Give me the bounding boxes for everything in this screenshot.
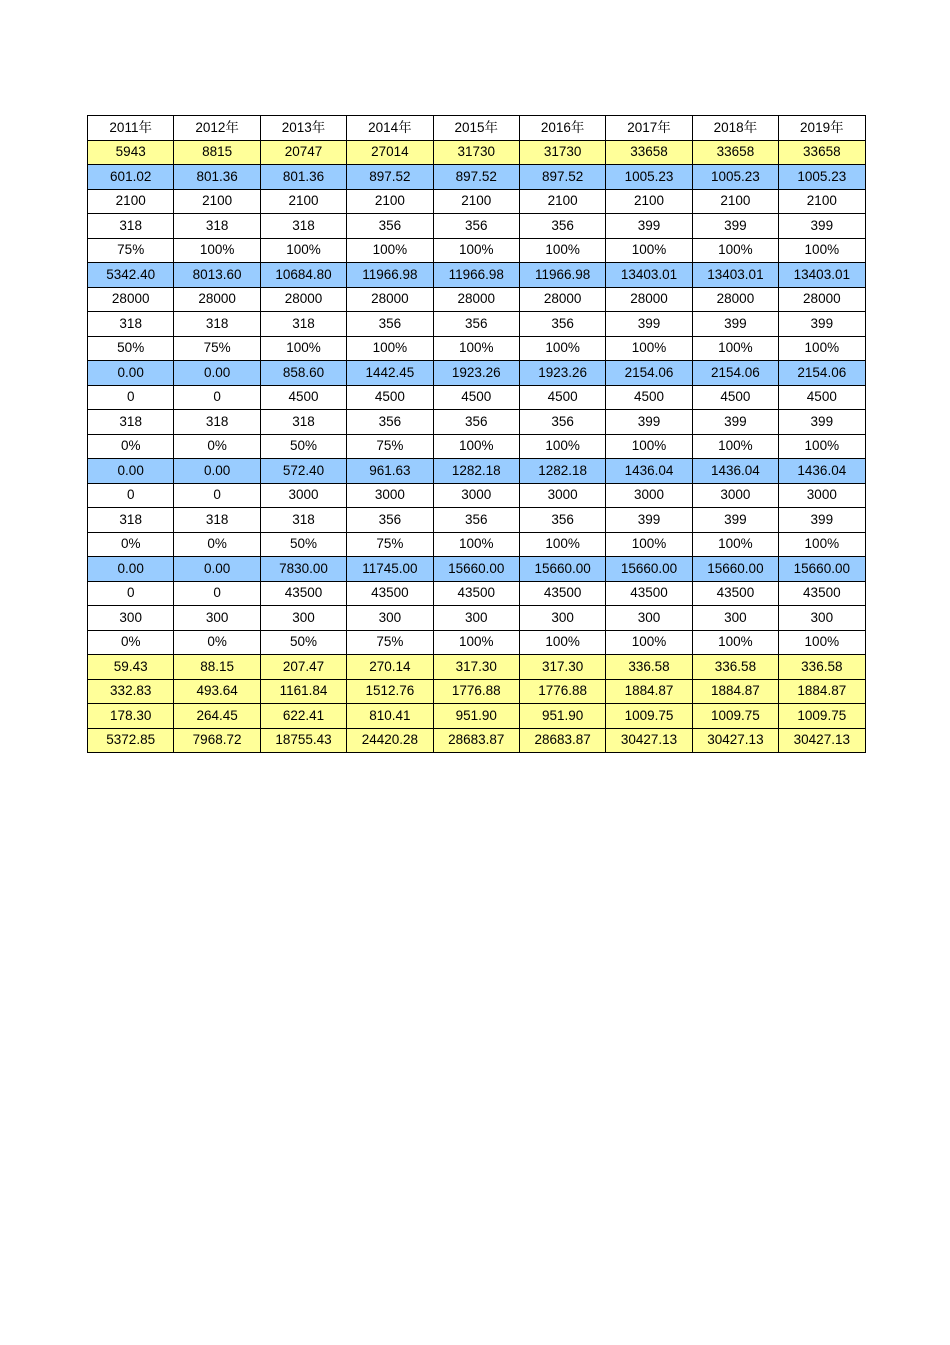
table-cell[interactable]: 2100: [692, 189, 778, 214]
table-cell[interactable]: 318: [174, 410, 260, 435]
table-cell[interactable]: 1161.84: [260, 679, 346, 704]
table-cell[interactable]: 399: [692, 410, 778, 435]
table-cell[interactable]: 0.00: [88, 557, 174, 582]
table-cell[interactable]: 356: [347, 410, 433, 435]
table-cell[interactable]: 1436.04: [606, 459, 692, 484]
table-row: [88, 361, 866, 386]
table-cell[interactable]: 4500: [433, 385, 519, 410]
table-cell[interactable]: 28000: [260, 287, 346, 312]
table-cell[interactable]: 399: [692, 508, 778, 533]
table-cell[interactable]: 2100: [174, 189, 260, 214]
table-cell[interactable]: 1282.18: [519, 459, 605, 484]
table-cell[interactable]: 0.00: [174, 361, 260, 386]
table-cell[interactable]: 2100: [606, 189, 692, 214]
table-cell[interactable]: 5372.85: [88, 728, 174, 753]
table-cell[interactable]: 100%: [347, 336, 433, 361]
table-row: [88, 704, 866, 729]
table-cell[interactable]: 318: [88, 312, 174, 337]
table-cell[interactable]: 0.00: [88, 361, 174, 386]
table-cell[interactable]: 318: [88, 508, 174, 533]
table-cell[interactable]: 13403.01: [692, 263, 778, 288]
table-cell[interactable]: 317.30: [519, 655, 605, 680]
table-cell[interactable]: 43500: [692, 581, 778, 606]
table-cell[interactable]: 0: [174, 385, 260, 410]
table-cell[interactable]: 399: [779, 410, 865, 435]
table-cell[interactable]: 30427.13: [779, 728, 865, 753]
table-cell[interactable]: 1005.23: [779, 165, 865, 190]
table-cell[interactable]: 50%: [260, 532, 346, 557]
table-cell[interactable]: 356: [433, 312, 519, 337]
table-cell[interactable]: 28683.87: [519, 728, 605, 753]
table-row: [88, 434, 866, 459]
table-cell[interactable]: 88.15: [174, 655, 260, 680]
table-cell[interactable]: 8013.60: [174, 263, 260, 288]
table-cell[interactable]: 0.00: [88, 459, 174, 484]
table-cell[interactable]: 28000: [174, 287, 260, 312]
table-cell[interactable]: 399: [606, 508, 692, 533]
table-cell[interactable]: 0: [88, 385, 174, 410]
table-cell[interactable]: 100%: [692, 532, 778, 557]
table-cell[interactable]: 100%: [606, 434, 692, 459]
table-cell[interactable]: 75%: [174, 336, 260, 361]
table-cell[interactable]: 300: [779, 606, 865, 631]
table-cell[interactable]: 18755.43: [260, 728, 346, 753]
table-cell[interactable]: 3000: [692, 483, 778, 508]
year-header-cell[interactable]: 2013年: [260, 116, 346, 141]
table-cell[interactable]: 43500: [433, 581, 519, 606]
table-cell[interactable]: 1005.23: [606, 165, 692, 190]
table-cell[interactable]: 5342.40: [88, 263, 174, 288]
table-cell[interactable]: 356: [433, 410, 519, 435]
table-cell[interactable]: 100%: [692, 630, 778, 655]
table-cell[interactable]: 336.58: [606, 655, 692, 680]
table-row: [88, 557, 866, 582]
table-cell[interactable]: 1923.26: [519, 361, 605, 386]
table-cell[interactable]: 356: [347, 214, 433, 239]
table-cell[interactable]: 1436.04: [692, 459, 778, 484]
table-cell[interactable]: 961.63: [347, 459, 433, 484]
table-cell[interactable]: 1436.04: [779, 459, 865, 484]
table-cell[interactable]: 43500: [347, 581, 433, 606]
table-cell[interactable]: 1005.23: [692, 165, 778, 190]
table-cell[interactable]: 0%: [88, 434, 174, 459]
table-cell[interactable]: 31730: [433, 140, 519, 165]
table-cell[interactable]: 399: [606, 410, 692, 435]
table-cell[interactable]: 100%: [519, 238, 605, 263]
table-cell[interactable]: 1282.18: [433, 459, 519, 484]
table-cell[interactable]: 100%: [692, 238, 778, 263]
table-cell[interactable]: 1884.87: [779, 679, 865, 704]
table-cell[interactable]: 4500: [606, 385, 692, 410]
table-cell[interactable]: 0: [88, 581, 174, 606]
table-row: [88, 189, 866, 214]
table-row: [88, 483, 866, 508]
table-cell[interactable]: 100%: [260, 238, 346, 263]
table-cell[interactable]: 50%: [88, 336, 174, 361]
table-cell[interactable]: 3000: [347, 483, 433, 508]
table-cell[interactable]: 33658: [692, 140, 778, 165]
table-cell[interactable]: 300: [260, 606, 346, 631]
table-row: [88, 214, 866, 239]
table-row: [88, 116, 866, 141]
table-cell[interactable]: 356: [347, 312, 433, 337]
table-cell[interactable]: 28000: [779, 287, 865, 312]
table-cell[interactable]: 4500: [692, 385, 778, 410]
table-cell[interactable]: 1442.45: [347, 361, 433, 386]
table-cell[interactable]: 0%: [174, 630, 260, 655]
table-cell[interactable]: 100%: [519, 532, 605, 557]
table-cell[interactable]: 100%: [779, 434, 865, 459]
table-cell[interactable]: 399: [779, 214, 865, 239]
table-cell[interactable]: 2100: [347, 189, 433, 214]
table-cell[interactable]: 2100: [433, 189, 519, 214]
table-cell[interactable]: 100%: [433, 434, 519, 459]
year-header-cell[interactable]: 2016年: [519, 116, 605, 141]
table-cell[interactable]: 20747: [260, 140, 346, 165]
table-cell[interactable]: 3000: [779, 483, 865, 508]
table-cell[interactable]: 100%: [433, 336, 519, 361]
table-row: [88, 140, 866, 165]
table-cell[interactable]: 75%: [347, 532, 433, 557]
table-cell[interactable]: 11745.00: [347, 557, 433, 582]
table-cell[interactable]: 28000: [519, 287, 605, 312]
table-cell[interactable]: 43500: [779, 581, 865, 606]
table-cell[interactable]: 399: [779, 508, 865, 533]
table-cell[interactable]: 2154.06: [692, 361, 778, 386]
table-cell[interactable]: 100%: [433, 532, 519, 557]
table-cell[interactable]: 178.30: [88, 704, 174, 729]
table-cell[interactable]: 3000: [519, 483, 605, 508]
table-cell[interactable]: 28000: [692, 287, 778, 312]
table-cell[interactable]: 300: [433, 606, 519, 631]
table-cell[interactable]: 100%: [779, 336, 865, 361]
table-cell[interactable]: 318: [88, 214, 174, 239]
table-cell[interactable]: 1776.88: [433, 679, 519, 704]
table-cell[interactable]: 33658: [779, 140, 865, 165]
table-cell[interactable]: 399: [606, 312, 692, 337]
table-cell[interactable]: 11966.98: [519, 263, 605, 288]
table-cell[interactable]: 13403.01: [779, 263, 865, 288]
table-cell[interactable]: 1776.88: [519, 679, 605, 704]
table-cell[interactable]: 30427.13: [606, 728, 692, 753]
table-cell[interactable]: 100%: [779, 532, 865, 557]
table-cell[interactable]: 264.45: [174, 704, 260, 729]
table-cell[interactable]: 622.41: [260, 704, 346, 729]
table-cell[interactable]: 332.83: [88, 679, 174, 704]
table-cell[interactable]: 5943: [88, 140, 174, 165]
table-cell[interactable]: 318: [260, 508, 346, 533]
table-cell[interactable]: 2100: [779, 189, 865, 214]
table-row: [88, 287, 866, 312]
table-cell[interactable]: 318: [260, 312, 346, 337]
table-cell[interactable]: 100%: [692, 434, 778, 459]
table-cell[interactable]: 399: [779, 312, 865, 337]
table-cell[interactable]: 4500: [260, 385, 346, 410]
table-cell[interactable]: 28683.87: [433, 728, 519, 753]
table-cell[interactable]: 11966.98: [347, 263, 433, 288]
table-cell[interactable]: 43500: [606, 581, 692, 606]
table-cell[interactable]: 27014: [347, 140, 433, 165]
table-cell[interactable]: 59.43: [88, 655, 174, 680]
table-cell[interactable]: 2100: [260, 189, 346, 214]
table-cell[interactable]: 100%: [779, 630, 865, 655]
table-cell[interactable]: 2100: [519, 189, 605, 214]
table-cell[interactable]: 1512.76: [347, 679, 433, 704]
table-cell[interactable]: 15660.00: [692, 557, 778, 582]
table-cell[interactable]: 15660.00: [779, 557, 865, 582]
table-row: [88, 655, 866, 680]
table-cell[interactable]: 43500: [519, 581, 605, 606]
table-cell[interactable]: 897.52: [433, 165, 519, 190]
table-cell[interactable]: 270.14: [347, 655, 433, 680]
table-cell[interactable]: 100%: [779, 238, 865, 263]
table-cell[interactable]: 100%: [606, 630, 692, 655]
table-cell[interactable]: 100%: [347, 238, 433, 263]
table-cell[interactable]: 318: [88, 410, 174, 435]
table-cell[interactable]: 356: [519, 312, 605, 337]
table-cell[interactable]: 100%: [606, 238, 692, 263]
table-cell[interactable]: 100%: [519, 336, 605, 361]
table-cell[interactable]: 897.52: [519, 165, 605, 190]
table-cell[interactable]: 8815: [174, 140, 260, 165]
table-cell[interactable]: 318: [174, 508, 260, 533]
table-cell[interactable]: 4500: [779, 385, 865, 410]
table-cell[interactable]: 356: [519, 410, 605, 435]
table-cell[interactable]: 7830.00: [260, 557, 346, 582]
table-cell[interactable]: 31730: [519, 140, 605, 165]
table-row: [88, 385, 866, 410]
table-row: [88, 165, 866, 190]
table-cell[interactable]: 0: [88, 483, 174, 508]
table-cell[interactable]: 100%: [433, 238, 519, 263]
table-cell[interactable]: 356: [347, 508, 433, 533]
table-row: [88, 410, 866, 435]
table-cell[interactable]: 33658: [606, 140, 692, 165]
table-body: [88, 116, 866, 753]
year-header-cell[interactable]: 2014年: [347, 116, 433, 141]
table-cell[interactable]: 2154.06: [606, 361, 692, 386]
table-cell[interactable]: 28000: [606, 287, 692, 312]
table-cell[interactable]: 43500: [260, 581, 346, 606]
table-cell[interactable]: 318: [174, 214, 260, 239]
table-cell[interactable]: 356: [519, 508, 605, 533]
table-cell[interactable]: 75%: [347, 434, 433, 459]
table-cell[interactable]: 356: [433, 214, 519, 239]
table-cell[interactable]: 13403.01: [606, 263, 692, 288]
table-cell[interactable]: 0: [174, 483, 260, 508]
table-cell[interactable]: 15660.00: [519, 557, 605, 582]
table-cell[interactable]: 75%: [88, 238, 174, 263]
table-cell[interactable]: 317.30: [433, 655, 519, 680]
table-cell[interactable]: 15660.00: [606, 557, 692, 582]
table-cell[interactable]: 50%: [260, 434, 346, 459]
table-cell[interactable]: 810.41: [347, 704, 433, 729]
table-row: [88, 508, 866, 533]
table-cell[interactable]: 28000: [433, 287, 519, 312]
table-row: [88, 679, 866, 704]
table-cell[interactable]: 0.00: [174, 459, 260, 484]
table-cell[interactable]: 356: [519, 214, 605, 239]
year-header-cell[interactable]: 2011年: [88, 116, 174, 141]
table-row: [88, 459, 866, 484]
table-cell[interactable]: 4500: [347, 385, 433, 410]
table-cell[interactable]: 100%: [433, 630, 519, 655]
table-cell[interactable]: 801.36: [260, 165, 346, 190]
table-cell[interactable]: 0%: [174, 434, 260, 459]
table-cell[interactable]: 0%: [88, 630, 174, 655]
table-cell[interactable]: 100%: [692, 336, 778, 361]
table-row: [88, 312, 866, 337]
table-cell[interactable]: 1884.87: [692, 679, 778, 704]
table-row: [88, 532, 866, 557]
table-cell[interactable]: 399: [692, 312, 778, 337]
data-table: [87, 115, 866, 753]
table-cell[interactable]: 207.47: [260, 655, 346, 680]
table-cell[interactable]: 300: [88, 606, 174, 631]
table-cell[interactable]: 318: [260, 214, 346, 239]
table-cell[interactable]: 1009.75: [606, 704, 692, 729]
table-cell[interactable]: 50%: [260, 630, 346, 655]
table-cell[interactable]: 0: [174, 581, 260, 606]
table-row: [88, 606, 866, 631]
table-cell[interactable]: 100%: [519, 434, 605, 459]
table-cell[interactable]: 2154.06: [779, 361, 865, 386]
table-cell[interactable]: 0%: [88, 532, 174, 557]
table-row: [88, 630, 866, 655]
table-cell[interactable]: 399: [606, 214, 692, 239]
table-cell[interactable]: 493.64: [174, 679, 260, 704]
table-cell[interactable]: 801.36: [174, 165, 260, 190]
table-cell[interactable]: 0%: [174, 532, 260, 557]
table-cell[interactable]: 1884.87: [606, 679, 692, 704]
table-row: [88, 581, 866, 606]
table-cell[interactable]: 100%: [606, 336, 692, 361]
table-cell[interactable]: 318: [174, 312, 260, 337]
table-cell[interactable]: 28000: [88, 287, 174, 312]
table-cell[interactable]: 601.02: [88, 165, 174, 190]
table-cell[interactable]: 28000: [347, 287, 433, 312]
table-cell[interactable]: 1009.75: [779, 704, 865, 729]
table-cell[interactable]: 7968.72: [174, 728, 260, 753]
table-cell[interactable]: 951.90: [519, 704, 605, 729]
table-cell[interactable]: 100%: [174, 238, 260, 263]
table-cell[interactable]: 100%: [260, 336, 346, 361]
table-cell[interactable]: 4500: [519, 385, 605, 410]
year-header-cell[interactable]: 2015年: [433, 116, 519, 141]
table-cell[interactable]: 858.60: [260, 361, 346, 386]
year-header-cell[interactable]: 2017年: [606, 116, 692, 141]
table-cell[interactable]: 300: [347, 606, 433, 631]
table-cell[interactable]: 3000: [260, 483, 346, 508]
table-cell[interactable]: 11966.98: [433, 263, 519, 288]
table-cell[interactable]: 0.00: [174, 557, 260, 582]
table-cell[interactable]: 10684.80: [260, 263, 346, 288]
table-row: [88, 728, 866, 753]
table-cell[interactable]: 951.90: [433, 704, 519, 729]
table-row: [88, 263, 866, 288]
table-cell[interactable]: 100%: [519, 630, 605, 655]
table-row: [88, 336, 866, 361]
table-cell[interactable]: 15660.00: [433, 557, 519, 582]
table-cell[interactable]: 300: [519, 606, 605, 631]
table-cell[interactable]: 300: [692, 606, 778, 631]
table-cell[interactable]: 300: [174, 606, 260, 631]
table-cell[interactable]: 3000: [606, 483, 692, 508]
table-cell[interactable]: 356: [433, 508, 519, 533]
table-cell[interactable]: 897.52: [347, 165, 433, 190]
table-cell[interactable]: 336.58: [779, 655, 865, 680]
table-cell[interactable]: 399: [692, 214, 778, 239]
table-cell[interactable]: 300: [606, 606, 692, 631]
year-header-cell[interactable]: 2019年: [779, 116, 865, 141]
table-cell[interactable]: 336.58: [692, 655, 778, 680]
table-cell[interactable]: 2100: [88, 189, 174, 214]
table-row: [88, 238, 866, 263]
year-header-cell[interactable]: 2018年: [692, 116, 778, 141]
year-header-cell[interactable]: 2012年: [174, 116, 260, 141]
table-cell[interactable]: 75%: [347, 630, 433, 655]
table-cell[interactable]: 318: [260, 410, 346, 435]
table-cell[interactable]: 1923.26: [433, 361, 519, 386]
table-cell[interactable]: 1009.75: [692, 704, 778, 729]
table-cell[interactable]: 3000: [433, 483, 519, 508]
table-cell[interactable]: 572.40: [260, 459, 346, 484]
table-cell[interactable]: 100%: [606, 532, 692, 557]
table-cell[interactable]: 30427.13: [692, 728, 778, 753]
table-cell[interactable]: 24420.28: [347, 728, 433, 753]
